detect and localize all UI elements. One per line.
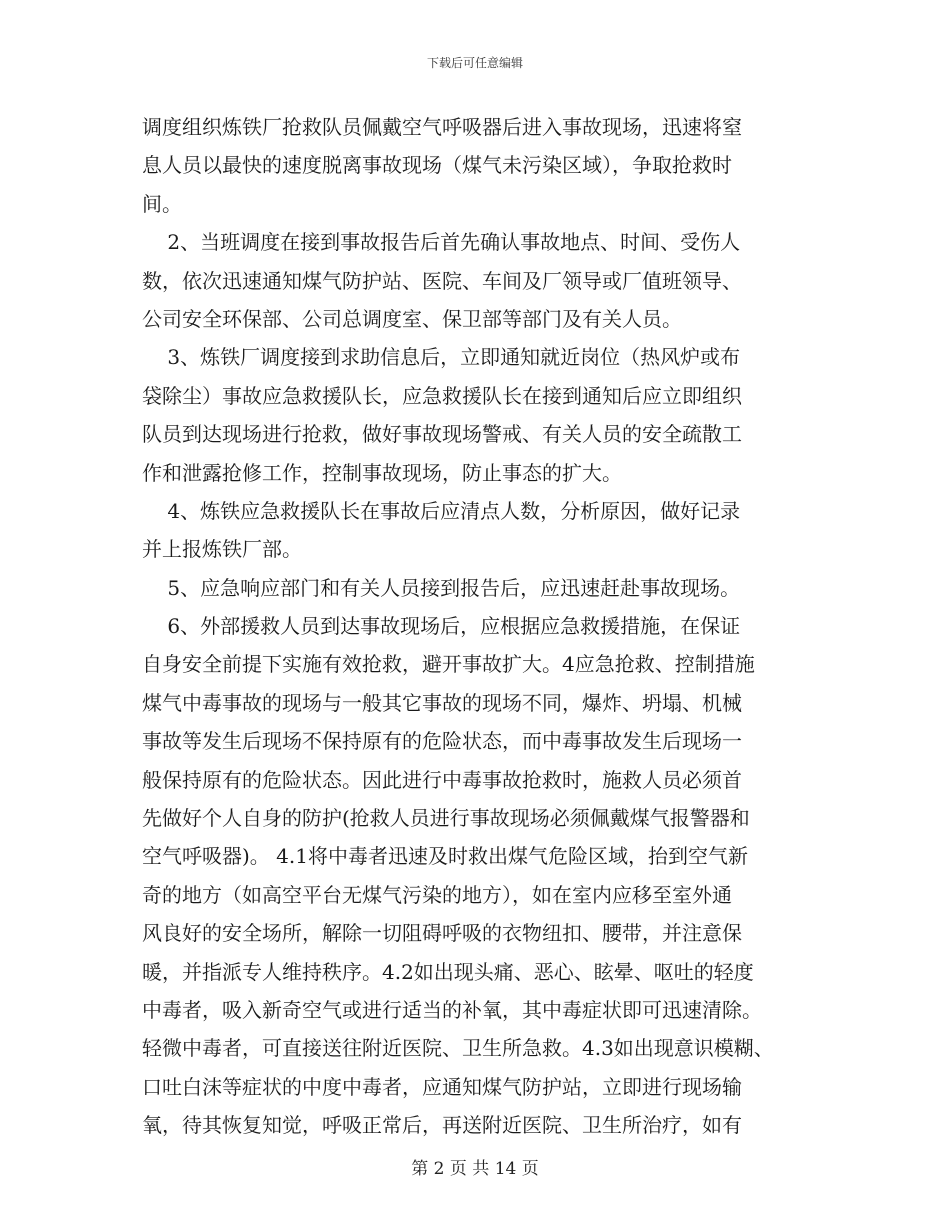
text-line: 2、当班调度在接到事故报告后首先确认事故地点、时间、受伤人 — [142, 230, 741, 255]
text-line: 事故等发生后现场不保持原有的危险状态，而中毒事故发生后现场一 — [142, 729, 742, 754]
text-line: 5、应急响应部门和有关人员接到报告后，应迅速赶赴事故现场。 — [142, 575, 741, 600]
text-line: 袋除尘）事故应急救援队长，应急救援队长在接到通知后应立即组织 — [142, 383, 742, 408]
text-line: 中毒者，吸入新奇空气或进行适当的补氧，其中毒症状即可迅速清除。 — [142, 997, 762, 1022]
document-body — [142, 108, 822, 1145]
text-line: 6、外部援救人员到达事故现场后，应根据应急救援措施，在保证 — [142, 614, 741, 639]
text-line: 轻微中毒者，可直接送往附近医院、卫生所急救。4.3如出现意识模糊、 — [142, 1036, 774, 1061]
text-line: 3、炼铁厂调度接到求助信息后，立即通知就近岗位（热风炉或布 — [142, 345, 741, 370]
text-line: 口吐白沫等症状的中度中毒者，应通知煤气防护站，立即进行现场输 — [142, 1074, 742, 1099]
text-line: 氧，待其恢复知觉，呼吸正常后，再送附近医院、卫生所治疗，如有 — [142, 1113, 742, 1138]
text-line: 数，依次迅速通知煤气防护站、医院、车间及厂领导或厂值班领导、 — [142, 268, 742, 293]
text-line: 暖，并指派专人维持秩序。4.2如出现头痛、恶心、眩晕、呕吐的轻度 — [142, 959, 754, 984]
text-line: 队员到达现场进行抢救，做好事故现场警戒、有关人员的安全疏散工 — [142, 422, 742, 447]
text-line: 风良好的安全场所，解除一切阻碍呼吸的衣物纽扣、腰带，并注意保 — [142, 921, 742, 946]
text-line: 调度组织炼铁厂抢救队员佩戴空气呼吸器后进入事故现场，迅速将窒 — [142, 115, 742, 139]
text-line: 奇的地方（如高空平台无煤气污染的地方），如在室内应移至室外通 — [142, 882, 732, 907]
text-line: 4、炼铁应急救援队长在事故后应清点人数，分析原因，做好记录 — [142, 498, 741, 523]
text-line: 息人员以最快的速度脱离事故现场（煤气未污染区域），争取抢救时 — [142, 153, 732, 178]
text-line: 般保持原有的危险状态。因此进行中毒事故抢救时，施救人员必须首 — [142, 767, 742, 792]
text-line: 煤气中毒事故的现场与一般其它事故的现场不同，爆炸、坍塌、机械 — [142, 690, 742, 715]
text-line: 公司安全环保部、公司总调度室、保卫部等部门及有关人员。 — [142, 306, 682, 331]
text-line: 先做好个人自身的防护(抢救人员进行事故现场必须佩戴煤气报警器和 — [142, 806, 750, 831]
page-number-footer: 第 2 页 共 14 页 — [411, 1159, 539, 1179]
text-line: 自身安全前提下实施有效抢救，避开事故扩大。4应急抢救、控制措施 — [142, 652, 755, 677]
text-line: 空气呼吸器)。 4.1将中毒者迅速及时救出煤气危险区域，抬到空气新 — [142, 844, 748, 869]
page-header: 下载后可任意编辑 — [426, 56, 523, 70]
text-line: 作和泄露抢修工作，控制事故现场，防止事态的扩大。 — [142, 460, 622, 485]
text-line: 并上报炼铁厂部。 — [142, 537, 302, 562]
text-line: 间。 — [142, 191, 182, 216]
